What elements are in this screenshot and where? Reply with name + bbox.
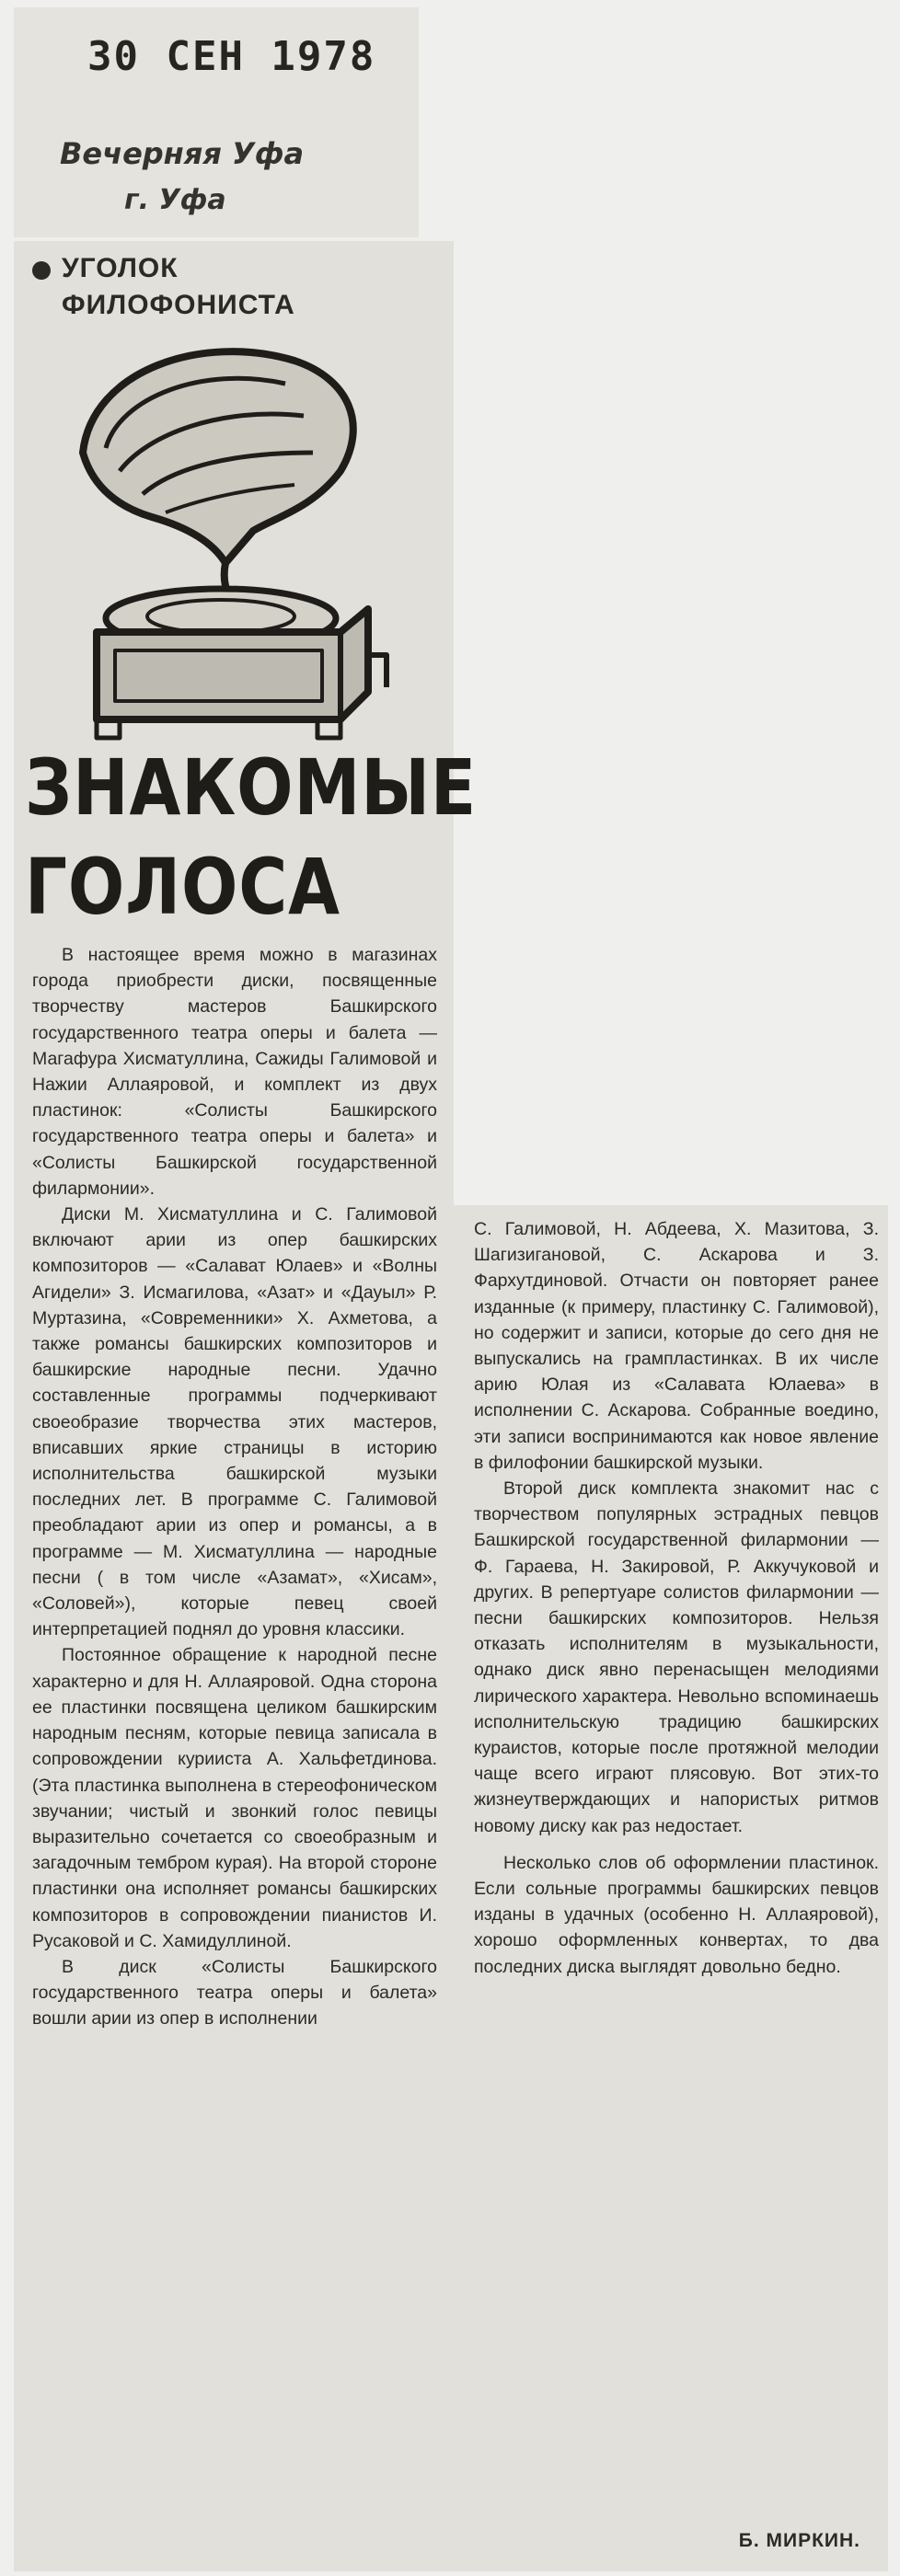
newspaper-city: г. Уфа: [124, 184, 226, 216]
paragraph: Второй диск комплекта знакомит нас с творчеством популярных эстрадных певцов Башкирской государственной филармонии — Ф. Гараева, Н. Закировой, Р. Аккучуковой и других. В репертуаре солистов филармонии — песни башкирских композиторов. Нельзя отказать исполнителям в музыкальности, однако диск явно перенасыщен мелодиями лирического характера. Невольно вспоминаешь исполнительскую традицию башкирских кураистов, которые после протяжной мелодии чаще всего играют плясовую. Вот этих-то жизнеутверждающих и напористых ритмов новому диску как раз недостает.: [474, 1478, 879, 1836]
gramophone-icon: [64, 333, 396, 765]
clipping-stamp: [14, 7, 419, 237]
article-column-left: [14, 241, 478, 2571]
rubric-line-2: ФИЛОФОНИСТА: [62, 290, 295, 320]
paragraph: Несколько слов об оформлении пластинок. Если сольные программы башкирских певцов изданы в удачных (особенно Н. Аллаяровой), хорошо оформленных конвертах, то два последних диска выглядят довольно бедно.: [474, 1852, 879, 1977]
paragraph: Диски М. Хисматуллина и С. Галимовой включают арии из опер башкирских композиторов — «Салават Юлаев» и «Волны Агидели» З. Исмагилова, «Азат» и «Дауыл» Р. Муртазина, «Современники» Х. Ахметова, а также романсы башкирских композиторов и башкирские народные песни. Удачно составленные программы подчеркивают своеобразие творчества этих мастеров, вписавших яркие страницы в историю исполнительства башкирской музыки последних лет. В программе С. Галимовой преобладают арии из опер и романсы, а в программе — М. Хисматуллина — народные песни ( в том числе «Азамат», «Хисам», «Соловей»), которые певец своей интерпретацией поднял до уровня классики.: [32, 1204, 437, 1640]
paragraph: В диск «Солисты Башкирского государственного театра оперы и балета» вошли арии из опер в исполнении: [32, 1956, 437, 2030]
stamp-date: 30 СЕН 1978: [87, 33, 376, 80]
headline: [25, 738, 477, 937]
paragraph: Постоянное обращение к народной песне характерно и для Н. Аллаяровой. Одна сторона ее пластинки посвящена целиком башкирским народным песням, которые певица записала в сопровождении курииста А. Хальфетдинова. (Эта пластинка выполнена в стереофоническом звучании; чистый и звонкий голос певицы выразительно сочетается со своеобразным и загадочным тембром курая). На второй стороне пластинки она исполняет романсы башкирских композиторов в сопровождении пианистов И. Русаковой и С. Хамидуллиной.: [32, 1645, 437, 1951]
headline-line-1: ЗНАКОМЫЕ: [25, 742, 478, 833]
author-signature: Б. МИРКИН.: [738, 2530, 860, 2551]
rubric-line-1: УГОЛОК: [62, 253, 179, 283]
headline-line-2: ГОЛОСА: [25, 842, 340, 932]
paragraph: В настоящее время можно в магазинах города приобрести диски, посвященные творчеству мастеров Башкирского государственного театра оперы и балета — Магафура Хисматуллина, Сажиды Галимовой и Нажии Аллаяровой, и комплект из двух пластинок: «Солисты Башкирского государственного театра оперы и балета» и «Солисты Башкирской государственной филармонии».: [32, 945, 437, 1199]
rubric: [62, 250, 295, 324]
article-column-right: [454, 1205, 888, 2571]
newspaper-name: Вечерняя Уфа: [60, 136, 305, 171]
article-body-right: [474, 1216, 879, 1980]
rubric-bullet-icon: [32, 261, 51, 280]
paragraph: С. Галимовой, Н. Абдеева, Х. Мазитова, З. Шагизигановой, С. Аскарова и З. Фархутдиновой. Отчасти он повторяет ранее изданные (к примеру, пластинку С. Галимовой), но содержит и записи, которые до сего дня не выпускались на грампластинках. В их числе арию Юлая из «Салавата Юлаева» в исполнении С. Аскарова. Собранные воедино, эти записи воспринимаются как новое явление в филофонии башкирской музыки.: [474, 1219, 879, 1473]
article-body-left: [32, 942, 437, 2032]
